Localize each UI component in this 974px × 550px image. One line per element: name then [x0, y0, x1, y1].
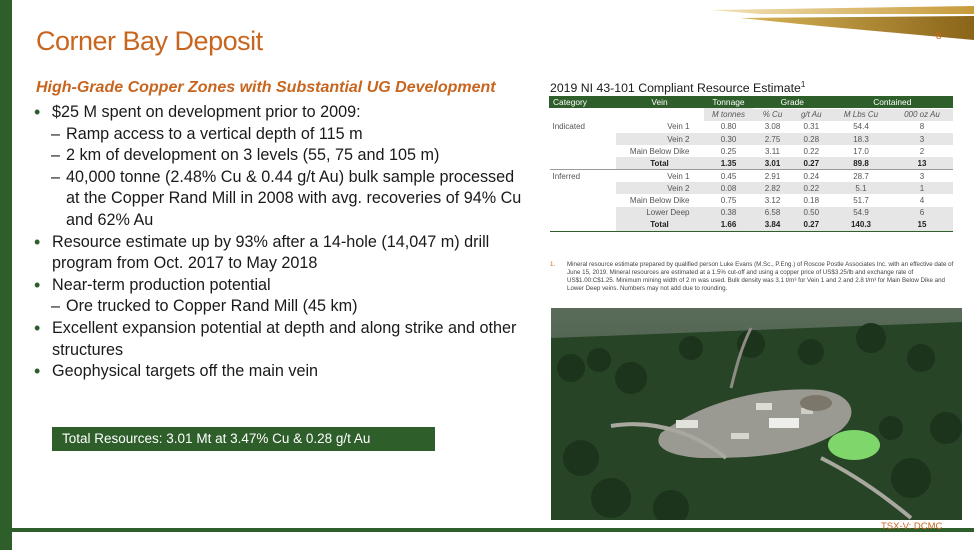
cell-cu-grade: 3.08	[764, 122, 781, 132]
sub-bullet-item: – 2 km of development on 3 levels (55, 75 and 105 m)	[34, 145, 524, 167]
cell-contained-au: 8	[919, 122, 925, 132]
cell-cu-grade: 3.11	[765, 146, 780, 156]
cell-vein: Vein 2	[616, 182, 704, 194]
cell-category	[550, 182, 616, 194]
cell-category: Inferred	[550, 170, 616, 182]
bullet-item: • Near-term production potential	[34, 275, 524, 297]
cell-cu-grade: 2.91	[754, 170, 792, 182]
page-number: 8	[936, 31, 942, 42]
left-accent-bar	[0, 0, 12, 550]
cell-tonnes: 0.80	[720, 122, 737, 132]
cell-category	[550, 145, 616, 157]
footnote-text: Mineral resource estimate prepared by qualified person Luke Evans (M.Sc., P.Eng.) of Roscoe Postle Associates Inc. with an effective date of June 15, 2019. Mineral resources are estimated at a 1.5% cut-off and using a copper price of US$3.25/lb and exchange rate of US$1.00:C$1.25. Minimum mining width of 2 m was used. Bulk density was 3.1 t/m³ for Vein 1 and 2 and 2.8 t/m³ for Main Below Dike and Lower Deep veins. Numbers may not add due to rounding.	[567, 261, 954, 293]
cell-au-grade: 0.27	[792, 219, 832, 231]
bullet-item: • Resource estimate up by 93% after a 14-hole (14,047 m) drill program from Oct. 2017 to May 2018	[34, 232, 524, 275]
cell-cu-grade: 3.01	[754, 157, 792, 169]
cell-cu-grade: 3.12	[764, 196, 781, 206]
table-title	[550, 80, 805, 95]
section-subtitle: High-Grade Copper Zones with Substantial UG Development	[36, 79, 496, 96]
table-row	[550, 194, 954, 206]
cell-vein: Vein 1	[616, 170, 704, 182]
sub-bullet-item: – 40,000 tonne (2.48% Cu & 0.44 g/t Au) bulk sample processed at the Copper Rand Mill in 2008 with avg. recoveries of 94% Cu and 62% Au	[34, 167, 524, 232]
table-row	[550, 182, 954, 194]
cell-vein: Vein 2	[616, 133, 704, 145]
col-header-category: Category	[550, 96, 616, 108]
cell-tonnes: 0.45	[704, 170, 754, 182]
aerial-photo-illustration	[551, 308, 962, 520]
cell-tonnes: 1.35	[704, 157, 754, 169]
cell-contained-cu: 51.7	[853, 196, 869, 206]
cell-contained-cu: 140.3	[831, 219, 891, 231]
cell-cu-grade: 6.58	[754, 207, 792, 219]
cell-tonnes: 0.75	[720, 196, 737, 206]
bullet-list	[34, 102, 524, 383]
cell-cu-grade: 3.84	[754, 219, 792, 231]
table-row	[550, 219, 954, 231]
table-row	[550, 133, 954, 145]
cell-contained-cu: 18.3	[831, 133, 891, 145]
unit-au: g/t Au	[792, 108, 832, 120]
cell-contained-cu: 54.9	[831, 207, 891, 219]
total-resources-box: Total Resources: 3.01 Mt at 3.47% Cu & 0.28 g/t Au	[52, 427, 435, 451]
cell-contained-au: 4	[919, 196, 925, 206]
table-row	[550, 145, 954, 157]
cell-au-grade: 0.50	[792, 207, 832, 219]
cell-vein: Vein 1	[667, 122, 690, 132]
col-header-grade: Grade	[754, 96, 832, 108]
cell-category	[550, 194, 616, 206]
page-title: Corner Bay Deposit	[36, 26, 263, 56]
sub-bullet-item: – Ore trucked to Copper Rand Mill (45 km)	[34, 296, 524, 318]
ticker-symbol: TSX-V: DCMC	[881, 521, 943, 532]
cell-category	[550, 157, 616, 169]
table-title-footnote-ref: 1	[800, 80, 806, 89]
cell-vein: Main Below Dike	[629, 146, 690, 156]
cell-contained-au: 15	[891, 219, 953, 231]
bottom-accent-bar	[0, 528, 974, 532]
cell-tonnes: 0.38	[704, 207, 754, 219]
cell-tonnes: 0.08	[704, 182, 754, 194]
cell-category	[550, 207, 616, 219]
bullet-item: • Excellent expansion potential at depth and along strike and other structures	[34, 318, 524, 361]
cell-contained-au: 3	[891, 133, 953, 145]
cell-contained-cu: 5.1	[831, 182, 891, 194]
table-row	[550, 170, 954, 182]
bullet-item: • Geophysical targets off the main vein	[34, 361, 524, 383]
cell-category	[550, 133, 616, 145]
bullet-item: • $25 M spent on development prior to 2009:	[34, 102, 524, 124]
cell-vein: Total	[616, 157, 704, 169]
sub-bullet-item: – Ramp access to a vertical depth of 115 m	[34, 124, 524, 146]
cell-au-grade: 0.24	[792, 170, 832, 182]
table-title-text: 2019 NI 43-101 Compliant Resource Estimate	[550, 81, 801, 96]
unit-lbs: M Lbs Cu	[831, 108, 891, 120]
cell-vein: Total	[616, 219, 704, 231]
cell-cu-grade: 2.82	[754, 182, 792, 194]
units-spacer	[616, 108, 704, 120]
cell-au-grade: 0.28	[792, 133, 832, 145]
cell-au-grade: 0.22	[803, 146, 820, 156]
cell-vein: Main Below Dike	[629, 196, 690, 206]
footnote-number: 1.	[550, 261, 556, 268]
cell-tonnes: 0.25	[720, 146, 737, 156]
cell-contained-au: 2	[919, 146, 925, 156]
unit-tonnes: M tonnes	[704, 108, 754, 120]
cell-cu-grade: 2.75	[754, 133, 792, 145]
cell-contained-au: 3	[891, 170, 953, 182]
col-header-vein: Vein	[616, 96, 704, 108]
units-spacer	[550, 108, 616, 120]
cell-category: Indicated	[552, 122, 585, 132]
resource-table	[549, 96, 953, 232]
cell-au-grade: 0.18	[803, 196, 820, 206]
cell-vein: Lower Deep	[616, 207, 704, 219]
unit-cu: % Cu	[754, 108, 792, 120]
table-row	[550, 121, 954, 133]
cell-contained-cu: 28.7	[831, 170, 891, 182]
table-row	[550, 207, 954, 219]
col-header-contained: Contained	[831, 96, 953, 108]
cell-au-grade: 0.31	[803, 122, 820, 132]
cell-contained-au: 1	[891, 182, 953, 194]
table-row	[550, 157, 954, 169]
cell-category	[550, 219, 616, 231]
cell-contained-cu: 17.0	[853, 146, 869, 156]
unit-oz: 000 oz Au	[891, 108, 953, 120]
cell-contained-cu: 89.8	[831, 157, 891, 169]
cell-tonnes: 1.66	[704, 219, 754, 231]
col-header-tonnage: Tonnage	[704, 96, 754, 108]
table-footnote	[550, 261, 956, 293]
cell-au-grade: 0.22	[792, 182, 832, 194]
cell-contained-au: 6	[891, 207, 953, 219]
cell-contained-au: 13	[891, 157, 953, 169]
decorative-chevrons	[700, 0, 974, 52]
cell-au-grade: 0.27	[792, 157, 832, 169]
cell-tonnes: 0.30	[704, 133, 754, 145]
cell-contained-cu: 54.4	[853, 122, 869, 132]
aerial-site-photo	[551, 308, 962, 520]
